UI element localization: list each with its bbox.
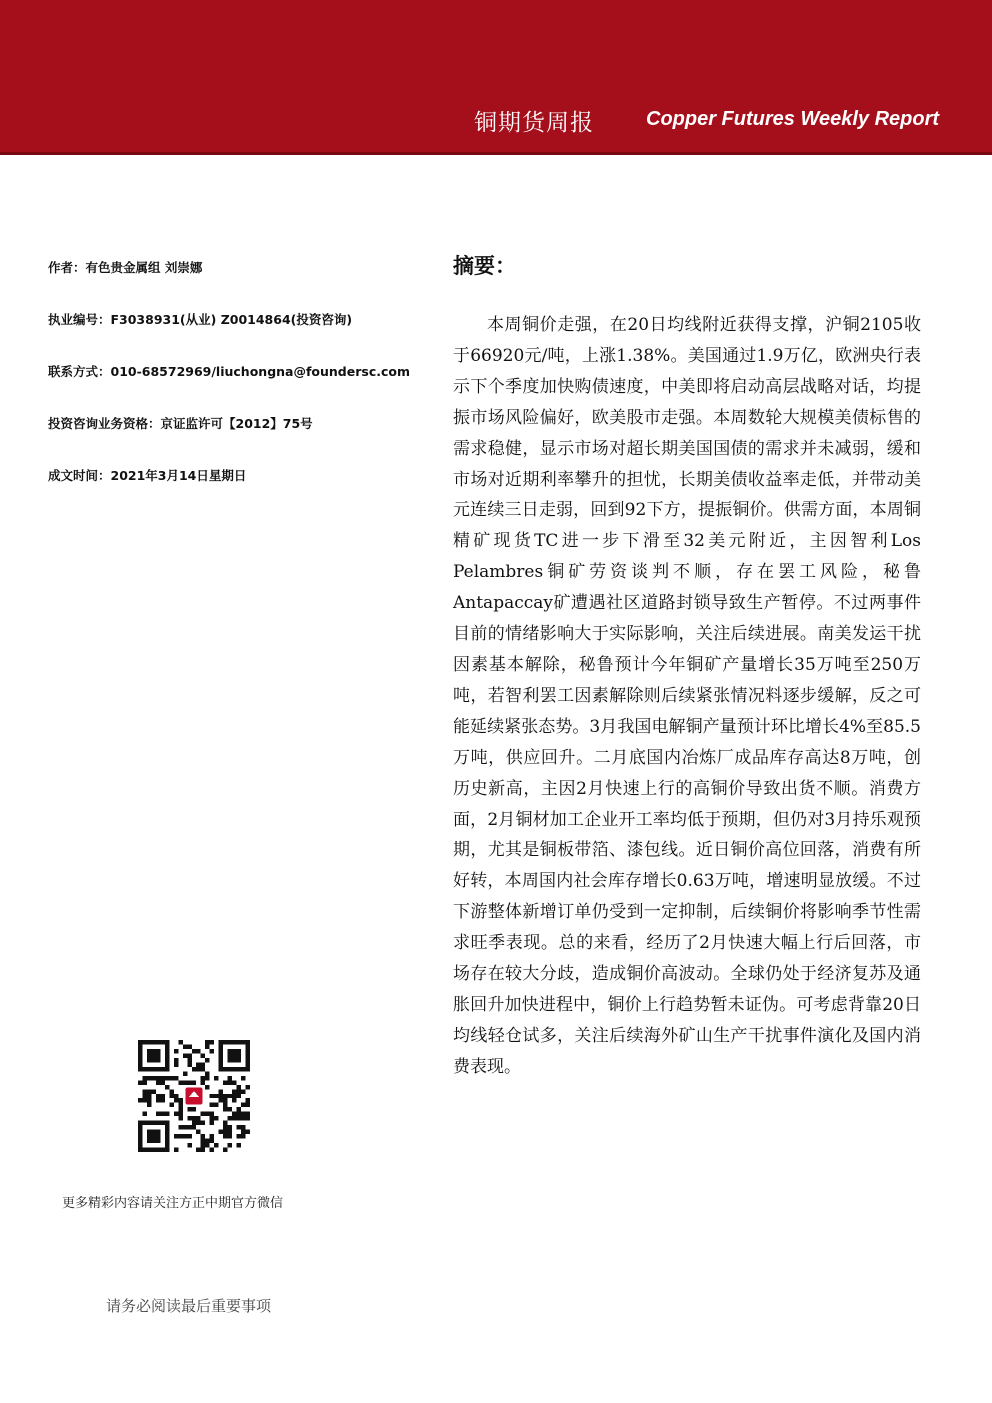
important-notice: 请务必阅读最后重要事项 xyxy=(106,1297,272,1315)
date-line: 成文时间：2021年3月14日星期日 xyxy=(48,468,247,483)
header-divider xyxy=(0,152,992,155)
qr-caption: 更多精彩内容请关注方正中期官方微信 xyxy=(62,1196,284,1211)
contact-line: 联系方式：010-68572969/liuchongna@foundersc.com xyxy=(48,364,411,379)
license-number-line: 执业编号：F3038931(从业) Z0014864(投资咨询) xyxy=(48,312,353,327)
abstract-heading: 摘要： xyxy=(453,254,516,278)
report-title-en: Copper Futures Weekly Report xyxy=(646,108,940,130)
report-title-cn: 铜期货周报 xyxy=(474,110,594,136)
abstract-body: 本周铜价走强，在20日均线附近获得支撑，沪铜2105收于66920元/吨，上涨1.38%。美国通过1.9万亿，欧洲央行表示下个季度加快购债速度，中美即将启动高层战略对话，均提振市场风险偏好，欧美股市走强。本周数轮大规模美债标售的需求稳健，显示市场对超长期美国国债的需求并未减弱，缓和市场对近期利率攀升的担忧，长期美债收益率走低，并带动美元连续三日走弱，回到92下方，提振铜价。供需方面，本周铜精矿现货TC进一步下滑至32美元附近，主因智利Los Pelambres铜矿劳资谈判不顺，存在罢工风险，秘鲁Antapaccay矿遭遇社区道路封锁导致生产暂停。不过两事件目前的情绪影响大于实际影响，关注后续进展。南美发运干扰因素基本解除，秘鲁预计今年铜矿产量增长35万吨至250万吨，若智利罢工因素解除则后续紧张情况料逐步缓解，反之可能延续紧张态势。3月我国电解铜产量预计环比增长4%至85.5万吨，供应回升。二月底国内冶炼厂成品库存高达8万吨，创历史新高，主因2月快速上行的高铜价导致出货不顺。消费方面，2月铜材加工企业开工率均低于预期，但仍对3月持乐观预期，尤其是铜板带箔、漆包线。近日铜价高位回落，消费有所好转，本周国内社会库存增长0.63万吨，增速明显放缓。不过下游整体新增订单仍受到一定抑制，后续铜价将影响季节性需求旺季表现。总的来看，经历了2月快速大幅上行后回落，市场存在较大分歧，造成铜价高波动。全球仍处于经济复苏及通胀回升加快进程中，铜价上行趋势暂未证伪。可考虑背靠20日均线轻仓试多，关注后续海外矿山生产干扰事件演化及国内消费表现。 xyxy=(453,315,921,1077)
qr-code-icon xyxy=(138,1040,250,1152)
qualification-line: 投资咨询业务资格：京证监许可【2012】75号 xyxy=(48,416,313,431)
author-line: 作者：有色贵金属组 刘崇娜 xyxy=(48,260,203,275)
